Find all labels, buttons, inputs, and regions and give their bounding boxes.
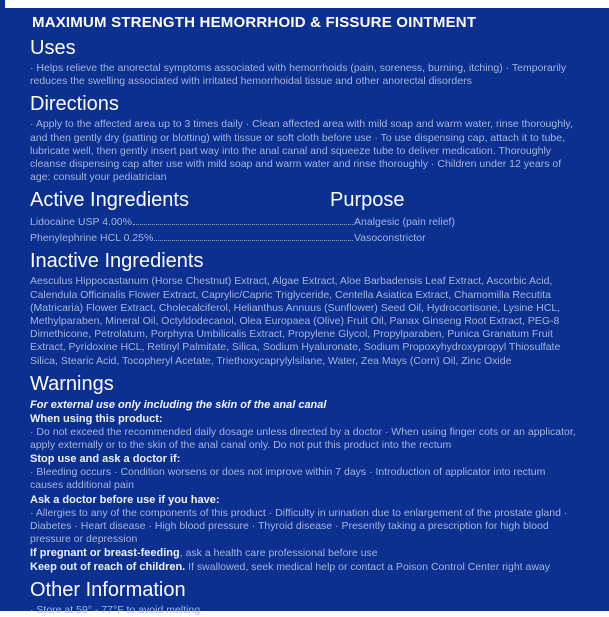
dotted-leader xyxy=(133,224,353,225)
other-information-body: · Store at 59° - 77°F to avoid melting xyxy=(30,604,201,617)
children-warning-rest: If swallowed, seek medical help or contact a Poison Control Center right away xyxy=(185,561,551,574)
pregnant-warning xyxy=(30,546,581,560)
active-ingredients-section xyxy=(30,184,581,245)
uses-section xyxy=(30,38,581,88)
external-use-statement: For external use only including the skin of the anal canal xyxy=(30,398,327,411)
purpose-heading: Purpose xyxy=(330,189,405,212)
active-ingredient-row xyxy=(30,215,581,230)
warnings-heading: Warnings xyxy=(30,372,114,395)
active-ingredient-row xyxy=(30,231,581,246)
warnings-section xyxy=(30,374,581,574)
children-warning xyxy=(30,560,581,574)
pregnant-warning-rest: , ask a health care professional before use xyxy=(179,547,378,560)
directions-heading: Directions xyxy=(30,93,119,116)
directions-section xyxy=(30,94,581,184)
ask-doctor-body: · Allergies to any of the components of this product · Difficulty in urination due to enlargement of the prostate gland · Diabetes · Heart disease · High blood pressure · Thyroid disease · Presently taking a prescription for high blood pressure or depression xyxy=(30,506,568,546)
uses-body: · Helps relieve the anorectal symptoms associated with hemorrhoids (pain, soreness, burning, itching) · Temporarily reduces the swelling associated with irritated hemorrhoidal tissue and other anorectal disorders xyxy=(30,62,567,88)
inactive-ingredients-body: Aesculus Hippocastanum (Horse Chestnut) Extract, Algae Extract, Aloe Barbadensis Leaf Extract, Ascorbic Acid, Calendula Officinalis Flower Extract, Caprylic/Capric Triglyceride, Centella Asiatica Extract, Chamomilla Recutita (Matricaria) Flower Extract, Cholecalciferol, Helianthus Annuus (Sunflower) Seed Oil, Hydrocortisone, Lysine HCL, Methylparaben, Mineral Oil, Octyldodecanol, Olea Europaea (Olive) Fruit Oil, Panax Ginseng Root Extract, PEG-8 Dimethicone, Petrolatum, Porphyra Umbilicalis Extract, Propylene Glycol, Propylparaben, Punica Granatum Fruit Extract, Pyridoxine HCL, Retinyl Palmitate, Silica, Sodium Hyaluronate, Sodium Propoxyhydroxypropyl Thiosulfate Silica, Stearic Acid, Tocopheryl Acetate, Triethoxycaprylylsilane, Water, Zea Mays (Corn) Oil, Zinc Oxide xyxy=(30,275,561,367)
ingredient-purpose: Vasoconstrictor xyxy=(354,231,426,244)
ingredient-name: Phenylephrine HCL 0.25% xyxy=(30,231,154,244)
ingredient-name: Lidocaine USP 4.00% xyxy=(30,216,132,229)
dotted-leader xyxy=(154,240,353,241)
inactive-ingredients-section xyxy=(30,251,581,367)
active-ingredients-heading: Active Ingredients xyxy=(30,189,189,212)
ingredient-purpose: Analgesic (pain relief) xyxy=(354,216,455,229)
top-white-strip xyxy=(5,0,609,8)
ointment-label xyxy=(0,8,609,617)
stop-use-heading: Stop use and ask a doctor if: xyxy=(30,453,181,466)
inactive-ingredients-heading: Inactive Ingredients xyxy=(30,250,204,273)
product-title: MAXIMUM STRENGTH HEMORRHOID & FISSURE OINTMENT xyxy=(32,14,477,31)
when-using-heading: When using this product: xyxy=(30,412,163,425)
children-warning-bold: Keep out of reach of children. xyxy=(30,561,186,574)
other-information-heading: Other Information xyxy=(30,579,186,602)
uses-heading: Uses xyxy=(30,37,76,59)
ask-doctor-heading: Ask a doctor before use if you have: xyxy=(30,493,220,506)
stop-use-body: · Bleeding occurs · Condition worsens or does not improve within 7 days · Introduction of applicator into rectum causes additional pain xyxy=(30,466,546,492)
directions-body: · Apply to the affected area up to 3 times daily · Clean affected area with mild soap and warm water, rinse thoroughly, and then gently dry (patting or blotting) with tissue or soft cloth before use · To use dispensing cap, attach it to tube, lubricate well, then gently insert part way into the anal canal and squeeze tube to deliver medication. Thoroughly cleanse dispensing cap after use with mild soap and warm water and rinse thoroughly · Children under 12 years of age: consult your pediatrician xyxy=(30,118,573,184)
other-information-section xyxy=(30,580,581,617)
active-ingredients-heading-row xyxy=(30,184,581,214)
when-using-body: · Do not exceed the recommended daily dosage unless directed by a doctor · When using finger cots or an applicator, apply externally or to the skin of the anal canal only. Do not put this product into the rectum xyxy=(30,425,576,452)
pregnant-warning-bold: If pregnant or breast-feeding xyxy=(30,547,180,560)
